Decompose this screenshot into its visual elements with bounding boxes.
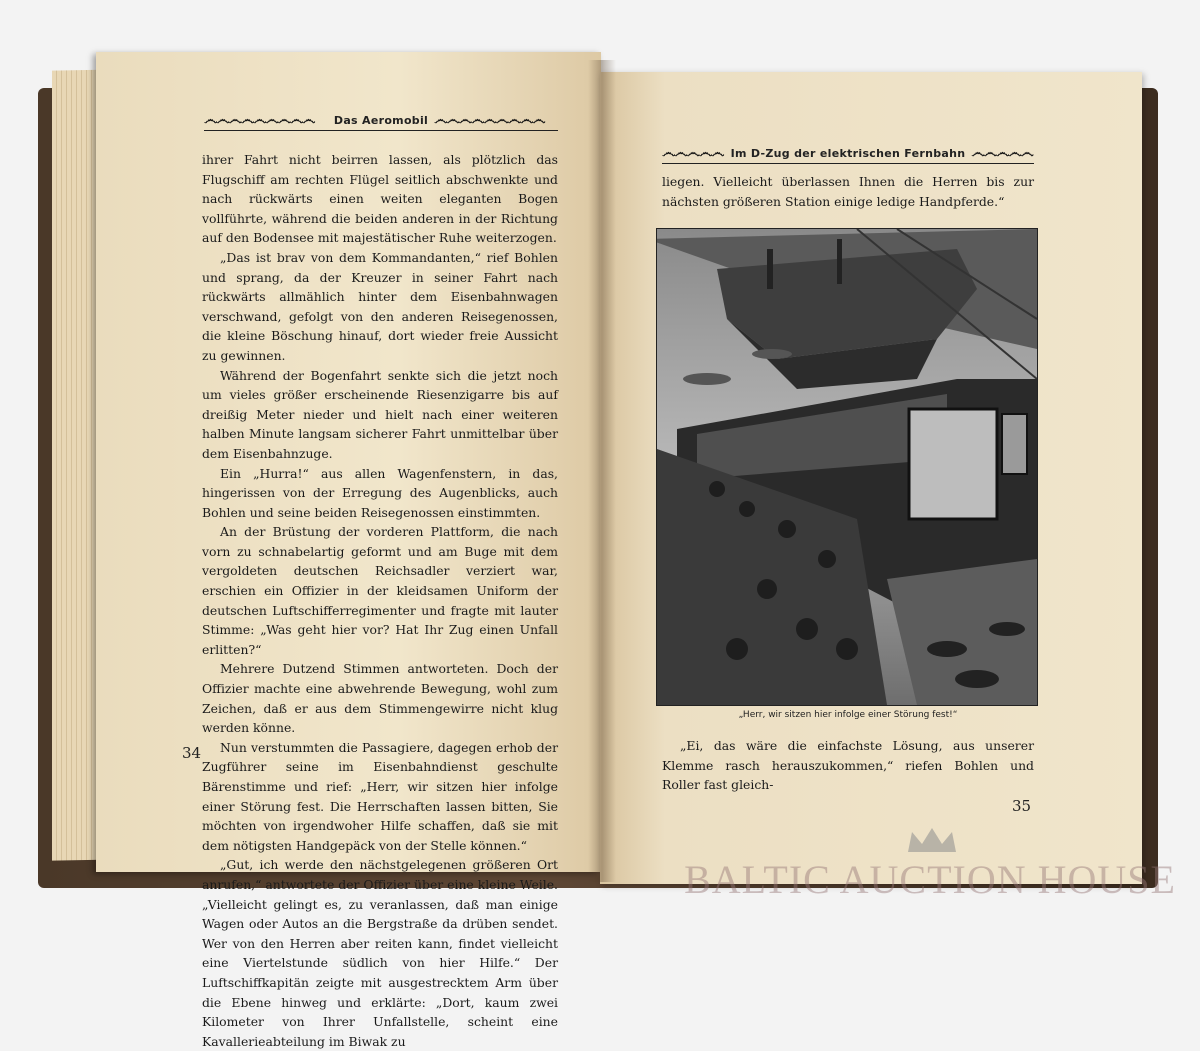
illustration-caption: „Herr, wir sitzen hier infolge einer Störung fest!“ [738,710,958,720]
paragraph: ihrer Fahrt nicht beirren lassen, als plötzlich das Flugschiff am rechten Flügel seitlich abschwenkte und nach rückwärts einen weiten eleganten Bogen vollführte, während die beiden anderen in der Richtung auf den Bodensee mit majestätischer Ruhe weiterzogen. [202,152,558,246]
right-top-text [662,172,1034,211]
right-bottom-text [662,736,1034,795]
page-number-right: 35 [1012,797,1032,815]
left-header-title: Das Aeromobil [333,113,429,127]
paragraph: „Ei, das wäre die einfachste Lösung, aus unserer Klemme rasch herauszukommen,“ riefen Bohlen und Roller fast gleich- [662,738,1034,793]
book-gutter [588,60,616,882]
right-header-title: Im D-Zug der elektrischen Fernbahn [730,146,966,160]
ornament-right: ෴෴෴෴෴ [971,145,1033,161]
illustration-drawing [657,229,1037,705]
ornament-left: ෴෴෴෴෴ [662,145,724,161]
paragraph: Während der Bogenfahrt senkte sich die jetzt noch um vieles größer erscheinende Riesenzigarre bis auf dreißig Meter nieder und hielt nach einer weiteren halben Minute langsam sicherer Fahrt unmittelbar über dem Eisenbahnzuge. [202,367,558,461]
left-running-header [204,112,558,131]
paragraph: Mehrere Dutzend Stimmen antworteten. Doch der Offizier machte eine abwehrende Bewegung, wohl zum Zeichen, daß er aus dem Stimmengewirre nicht klug werden könne. [202,661,558,736]
paragraph: „Gut, ich werde den nächstgelegenen größeren Ort anrufen,“ antwortete der Offizier über eine kleine Weile. „Vielleicht gelingt es, zu veranlassen, daß man einige Wagen oder Autos an die Bergstraße da drüben sendet. Wer von den Herren aber reiten kann, findet vielleicht eine Viertelstunde südlich von hier Hilfe.“ Der Luftschiffkapitän zeigte mit ausgestrecktem Arm über die Ebene hinweg und erklärte: „Dort, kaum zwei Kilometer von Ihrer Unfallstelle, scheint eine Kavallerieabteilung im Biwak zu [202,857,558,1049]
paragraph: Ein „Hurra!“ aus allen Wagenfenstern, in das, hingerissen von der Erregung des Augenblicks, auch Bohlen und seine beiden Reisegenossen einstimmten. [202,465,558,520]
train-airship-illustration [656,228,1038,706]
paragraph: liegen. Vielleicht überlassen Ihnen die Herren bis zur nächsten größeren Station einige ledige Handpferde.“ [662,174,1034,209]
paragraph: Nun verstummten die Passagiere, dagegen erhob der Zugführer seine im Eisenbahndienst geschulte Bärenstimme und rief: „Herr, wir sitzen hier infolge einer Störung fest. Die Herrschaften lassen bitten, Sie möchten von irgendwoher Hilfe schaffen, daß sie mit dem nötigsten Handgepäck von der Stelle können.“ [202,739,558,853]
ornament-right: ෴෴෴෴෴෴෴෴෴ [434,112,545,128]
right-running-header [662,145,1034,164]
page-number-left: 34 [182,744,202,762]
left-page-text [202,150,558,1051]
paragraph: An der Brüstung der vorderen Plattform, die nach vorn zu schnabelartig geformt und am Buge mit dem vergoldeten deutschen Reichsadler verziert war, erschien ein Offizier in der kleidsamen Uniform der deutschen Luftschifferregimenter und fragte mit lauter Stimme: „Was geht hier vor? Hat Ihr Zug einen Unfall erlitten?“ [202,524,558,657]
ornament-left: ෴෴෴෴෴෴෴෴෴ [204,112,315,128]
crown-icon [904,826,960,856]
watermark-text: BALTIC AUCTION HOUSE [684,857,1176,902]
paragraph: „Das ist brav von dem Kommandanten,“ rief Bohlen und sprang, da der Kreuzer in seiner Fahrt nach rückwärts allmählich hinter dem Eisenbahnwagen verschwand, gefolgt von den anderen Reisegenossen, die kleine Böschung hinauf, dort wieder freie Aussicht zu gewinnen. [202,249,558,363]
